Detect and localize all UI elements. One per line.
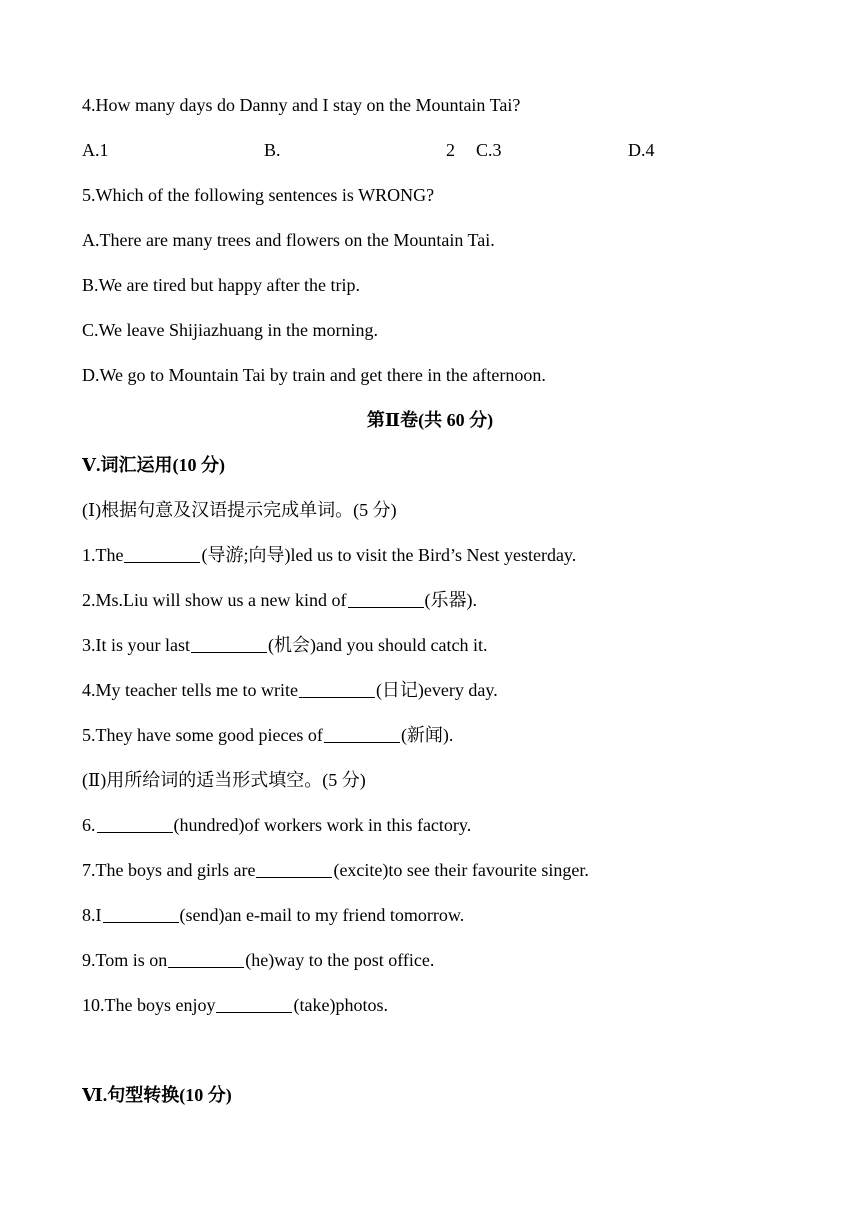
item-text: (excite)to see their favourite singer. <box>333 860 589 880</box>
answer-blank[interactable] <box>299 679 375 698</box>
q5-question: 5.Which of the following sentences is WRONG? <box>82 185 435 205</box>
item-text: 5.They have some good pieces of <box>82 725 323 745</box>
answer-blank[interactable] <box>168 949 244 968</box>
item-text: (乐器). <box>424 590 477 610</box>
item-text: 4.My teacher tells me to write <box>82 680 298 700</box>
section6-title: Ⅵ.句型转换(10 分) <box>82 1085 232 1105</box>
q4-option-b-value: 2 <box>446 140 455 160</box>
item-text: 3.It is your last <box>82 635 190 655</box>
item-text: 10.The boys enjoy <box>82 995 216 1015</box>
item-text: (hundred)of workers work in this factory. <box>173 815 472 835</box>
q4-option-b: B. <box>264 140 281 160</box>
item-text: 7.The boys and girls are <box>82 860 256 880</box>
vocab-item-2 <box>82 589 477 611</box>
vocab-item-1 <box>82 544 576 566</box>
section5-title: Ⅴ.词汇运用(10 分) <box>82 455 225 475</box>
item-text: 1.The <box>82 545 124 565</box>
item-text: (导游;向导)led us to visit the Bird’s Nest yesterday. <box>201 545 577 565</box>
item-text: 6. <box>82 815 96 835</box>
q4-question: 4.How many days do Danny and I stay on the Mountain Tai? <box>82 95 521 115</box>
form-item-7 <box>82 859 589 881</box>
part2-title: 第Ⅱ卷(共 60 分) <box>366 410 494 430</box>
q4-option-c: C.3 <box>476 140 502 160</box>
item-text: (日记)every day. <box>375 680 498 700</box>
form-item-6 <box>82 814 471 836</box>
form-item-10 <box>82 994 388 1016</box>
q5-option-b: B.We are tired but happy after the trip. <box>82 275 360 295</box>
answer-blank[interactable] <box>97 814 173 833</box>
q5-option-d: D.We go to Mountain Tai by train and get there in the afternoon. <box>82 365 546 385</box>
answer-blank[interactable] <box>191 634 267 653</box>
answer-blank[interactable] <box>103 904 179 923</box>
form-item-9 <box>82 949 434 971</box>
form-item-8 <box>82 904 464 926</box>
item-text: 2.Ms.Liu will show us a new kind of <box>82 590 347 610</box>
answer-blank[interactable] <box>348 589 424 608</box>
vocab-item-3 <box>82 634 487 656</box>
item-text: (take)photos. <box>293 995 388 1015</box>
item-text: (send)an e-mail to my friend tomorrow. <box>179 905 465 925</box>
vocab-item-5 <box>82 724 453 746</box>
item-text: (he)way to the post office. <box>245 950 435 970</box>
answer-blank[interactable] <box>124 544 200 563</box>
section5-sub2: (Ⅱ)用所给词的适当形式填空。(5 分) <box>82 770 366 790</box>
answer-blank[interactable] <box>216 994 292 1013</box>
item-text: 9.Tom is on <box>82 950 168 970</box>
answer-blank[interactable] <box>324 724 400 743</box>
vocab-item-4 <box>82 679 498 701</box>
q4-option-d: D.4 <box>628 140 655 160</box>
q4-option-a: A.1 <box>82 140 109 160</box>
item-text: 8.I <box>82 905 102 925</box>
item-text: (机会)and you should catch it. <box>268 635 488 655</box>
item-text: (新闻). <box>400 725 454 745</box>
q5-option-c: C.We leave Shijiazhuang in the morning. <box>82 320 378 340</box>
q5-option-a: A.There are many trees and flowers on the Mountain Tai. <box>82 230 495 250</box>
answer-blank[interactable] <box>256 859 332 878</box>
section5-sub1: (Ⅰ)根据句意及汉语提示完成单词。(5 分) <box>82 500 397 520</box>
